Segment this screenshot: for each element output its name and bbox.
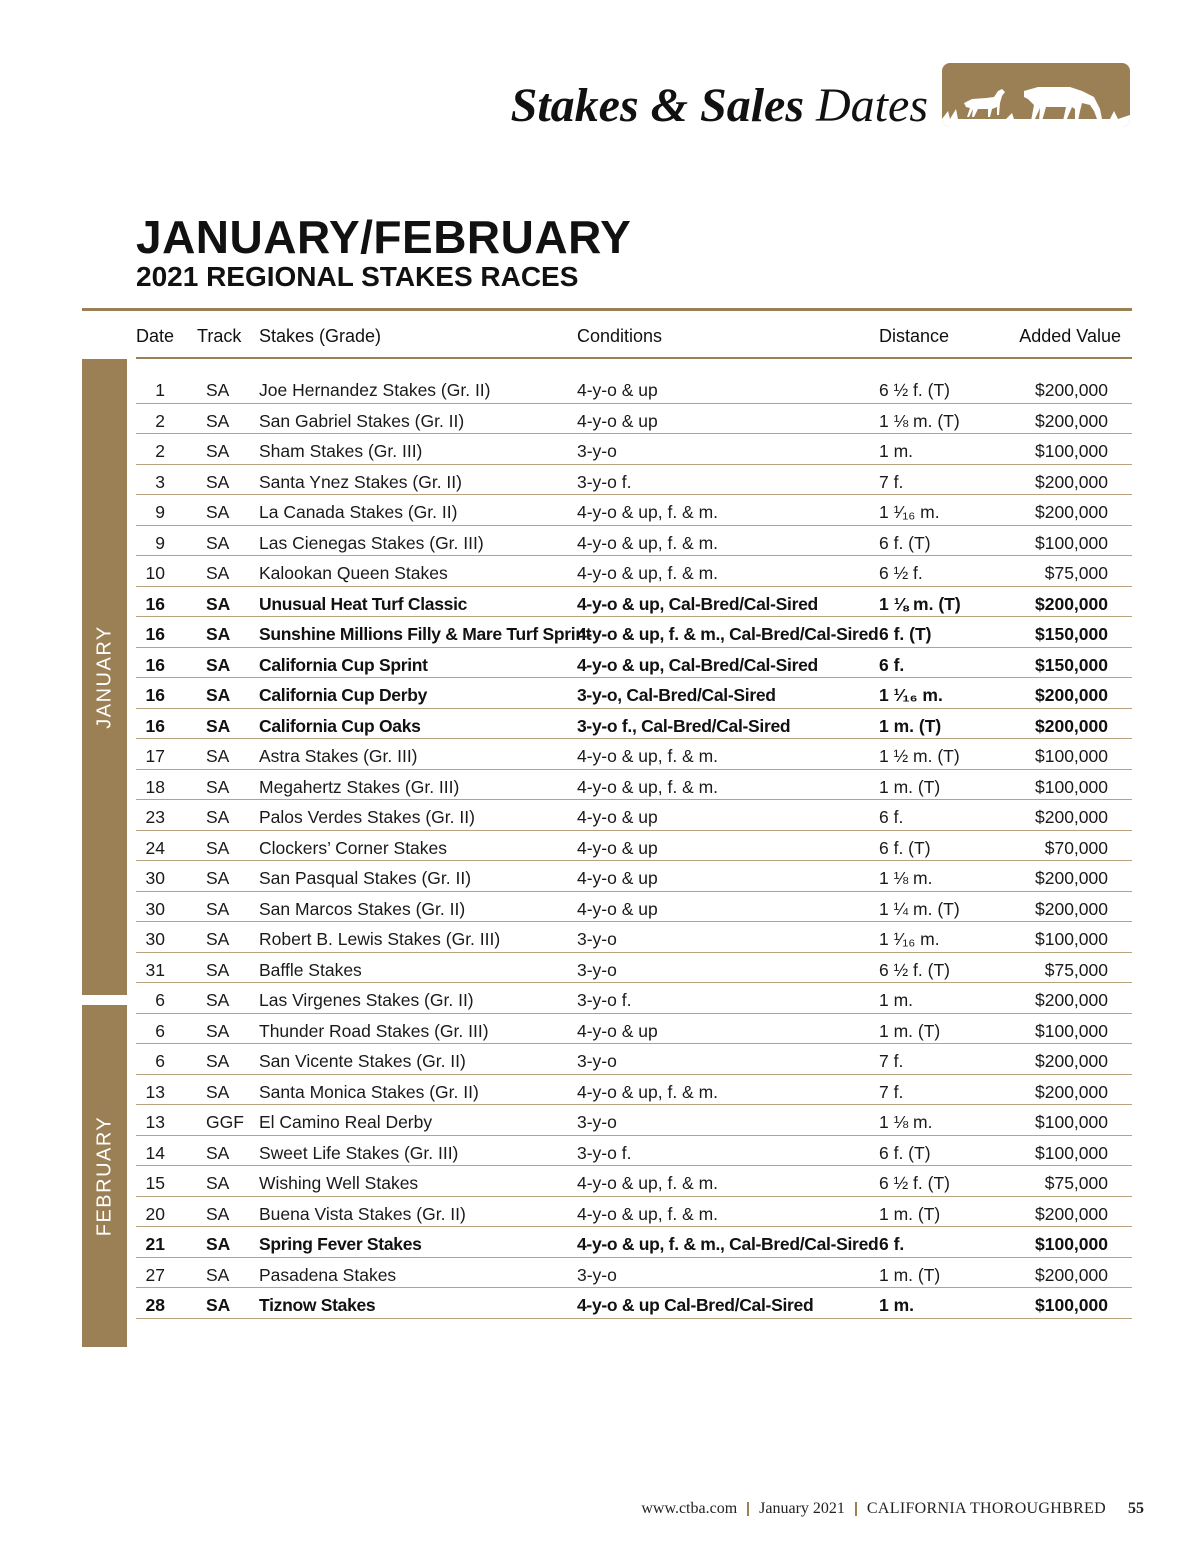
cell-distance: 6 ½ f. (T) — [879, 1173, 950, 1193]
cell-date: 28 — [145, 1295, 165, 1315]
cell-added-value: $100,000 — [1035, 1234, 1108, 1254]
table-row — [136, 465, 1132, 496]
cell-stakes: Robert B. Lewis Stakes (Gr. III) — [259, 929, 501, 949]
table-row — [136, 1258, 1132, 1289]
month-bar-february — [82, 1005, 127, 1347]
col-header-stakes: Stakes (Grade) — [259, 326, 382, 346]
cell-stakes: California Cup Derby — [259, 685, 428, 705]
cell-track: SA — [206, 624, 231, 644]
table-row — [136, 831, 1132, 862]
cell-distance: 1 ½ m. (T) — [879, 746, 960, 766]
cell-conditions: 4-y-o & up — [577, 807, 658, 827]
cell-stakes: Astra Stakes (Gr. III) — [259, 746, 418, 766]
cell-date: 30 — [145, 929, 165, 949]
cell-date: 9 — [155, 502, 165, 522]
cell-date: 16 — [145, 715, 165, 736]
table-row — [136, 434, 1132, 465]
cell-added-value: $100,000 — [1035, 746, 1108, 766]
table-row — [136, 587, 1132, 618]
cell-stakes: San Gabriel Stakes (Gr. II) — [259, 410, 465, 431]
footer-site: www.ctba.com — [641, 1500, 738, 1517]
cell-added-value: $200,000 — [1035, 898, 1108, 919]
col-header-date: Date — [136, 326, 175, 346]
cell-added-value: $200,000 — [1035, 471, 1108, 492]
cell-track: SA — [206, 1020, 230, 1041]
cell-stakes: Unusual Heat Turf Classic — [259, 593, 468, 614]
cell-added-value: $100,000 — [1035, 441, 1108, 461]
cell-stakes: Las Virgenes Stakes (Gr. II) — [259, 990, 474, 1010]
cell-date: 6 — [155, 1051, 165, 1071]
cell-date: 24 — [145, 837, 165, 858]
cell-date: 18 — [145, 776, 165, 797]
cell-distance: 6 f. (T) — [879, 837, 931, 858]
cell-added-value: $100,000 — [1035, 532, 1108, 553]
cell-track: GGF — [206, 1112, 244, 1132]
cell-distance: 1 ¹⁄₁₆ m. — [879, 502, 940, 522]
col-header-added-value: Added Value — [1019, 326, 1121, 346]
cell-track: SA — [206, 593, 231, 614]
cell-stakes: Palos Verdes Stakes (Gr. II) — [259, 807, 475, 827]
month-label-january: JANUARY — [93, 625, 115, 729]
table-row — [136, 892, 1132, 923]
page-title: JANUARY/FEBRUARY — [136, 211, 632, 263]
table-row — [136, 526, 1132, 557]
cell-date: 9 — [155, 532, 165, 553]
cell-conditions: 3-y-o — [577, 959, 617, 980]
cell-conditions: 3-y-o f. — [577, 471, 632, 492]
table-row — [136, 800, 1132, 831]
cell-conditions: 4-y-o & up — [577, 868, 658, 888]
cell-added-value: $200,000 — [1035, 685, 1108, 705]
cell-date: 21 — [145, 1234, 165, 1254]
cell-date: 10 — [145, 563, 165, 583]
cell-track: SA — [206, 837, 230, 858]
cell-date: 3 — [155, 471, 165, 492]
cell-stakes: Megahertz Stakes (Gr. III) — [259, 776, 460, 797]
cell-track: SA — [206, 1203, 230, 1224]
top-rule — [82, 308, 1132, 311]
cell-conditions: 4-y-o & up — [577, 837, 658, 858]
table-row — [136, 1075, 1132, 1106]
table-row — [136, 1166, 1132, 1197]
cell-added-value: $150,000 — [1035, 624, 1108, 644]
cell-conditions: 4-y-o & up, f. & m., Cal-Bred/Cal-Sired — [577, 1234, 879, 1254]
cell-track: SA — [206, 776, 230, 797]
table-row — [136, 404, 1132, 435]
cell-track: SA — [206, 990, 230, 1010]
cell-conditions: 4-y-o & up, f. & m., Cal-Bred/Cal-Sired — [577, 624, 879, 644]
cell-conditions: 4-y-o & up, f. & m. — [577, 563, 719, 583]
header-rule — [136, 357, 1132, 359]
cell-track: SA — [206, 807, 230, 827]
cell-date: 30 — [145, 898, 165, 919]
cell-conditions: 3-y-o, Cal-Bred/Cal-Sired — [577, 685, 776, 705]
cell-stakes: La Canada Stakes (Gr. II) — [259, 502, 458, 522]
cell-date: 27 — [145, 1264, 165, 1285]
col-header-conditions: Conditions — [577, 326, 663, 346]
table-row — [136, 983, 1132, 1014]
cell-stakes: San Vicente Stakes (Gr. II) — [259, 1051, 466, 1071]
cell-date: 14 — [145, 1142, 165, 1163]
cell-distance: 1 m. (T) — [879, 1264, 941, 1285]
cell-added-value: $200,000 — [1035, 502, 1108, 522]
cell-date: 31 — [145, 959, 165, 980]
cell-conditions: 4-y-o & up — [577, 898, 658, 919]
cell-distance: 6 ½ f. — [879, 563, 923, 583]
month-bar-january — [82, 359, 127, 995]
cell-added-value: $75,000 — [1044, 563, 1108, 583]
cell-stakes: California Cup Oaks — [259, 715, 421, 736]
cell-stakes: Clockers’ Corner Stakes — [259, 837, 448, 858]
cell-added-value: $100,000 — [1035, 776, 1108, 797]
cell-track: SA — [206, 715, 231, 736]
cell-distance: 1 ¼ m. (T) — [879, 898, 960, 919]
cell-date: 23 — [145, 807, 165, 827]
cell-track: SA — [206, 1173, 230, 1193]
cell-stakes: Sunshine Millions Filly & Mare Turf Sprint — [259, 624, 592, 644]
cell-stakes: Las Cienegas Stakes (Gr. III) — [259, 532, 484, 553]
cell-conditions: 4-y-o & up — [577, 1020, 658, 1041]
cell-stakes: Thunder Road Stakes (Gr. III) — [259, 1020, 489, 1041]
cell-added-value: $150,000 — [1035, 654, 1108, 675]
horses-logo-icon — [942, 63, 1130, 127]
cell-track: SA — [206, 654, 231, 675]
table-row — [136, 556, 1132, 587]
table-row — [136, 1227, 1132, 1258]
cell-conditions: 4-y-o & up Cal-Bred/Cal-Sired — [577, 1295, 814, 1315]
cell-added-value: $100,000 — [1035, 929, 1108, 949]
cell-conditions: 3-y-o — [577, 1264, 617, 1285]
cell-added-value: $200,000 — [1035, 868, 1108, 888]
cell-distance: 1 m. (T) — [879, 1020, 941, 1041]
cell-stakes: San Pasqual Stakes (Gr. II) — [259, 868, 472, 888]
cell-distance: 1 ⅛ m. — [879, 868, 933, 888]
table-row — [136, 709, 1132, 740]
cell-distance: 1 m. — [879, 1295, 915, 1315]
col-header-distance: Distance — [879, 326, 950, 346]
cell-stakes: Sham Stakes (Gr. III) — [259, 441, 423, 461]
cell-date: 17 — [145, 746, 165, 766]
cell-distance: 6 f. (T) — [879, 624, 932, 644]
cell-distance: 6 f. (T) — [879, 532, 931, 553]
table-row — [136, 861, 1132, 892]
table-row — [136, 770, 1132, 801]
cell-added-value: $200,000 — [1035, 807, 1108, 827]
cell-conditions: 3-y-o — [577, 441, 617, 461]
table-row — [136, 678, 1132, 709]
cell-track: SA — [206, 563, 230, 583]
cell-added-value: $100,000 — [1035, 1295, 1108, 1315]
cell-stakes: Santa Ynez Stakes (Gr. II) — [259, 471, 462, 492]
cell-added-value: $100,000 — [1035, 1142, 1108, 1163]
footer-publication: CALIFORNIA THOROUGHBRED — [866, 1500, 1106, 1517]
cell-distance: 1 m. (T) — [879, 1203, 941, 1224]
table-row — [136, 953, 1132, 984]
month-label-february: FEBRUARY — [93, 1115, 115, 1237]
cell-date: 16 — [145, 624, 165, 644]
cell-date: 15 — [145, 1173, 165, 1193]
cell-distance: 1 ⅛ m. (T) — [879, 593, 961, 614]
cell-date: 16 — [145, 654, 165, 675]
cell-conditions: 4-y-o & up — [577, 410, 658, 431]
cell-track: SA — [206, 1051, 230, 1071]
section-title — [511, 78, 928, 133]
cell-added-value: $75,000 — [1044, 1173, 1108, 1193]
cell-conditions: 4-y-o & up, Cal-Bred/Cal-Sired — [577, 593, 818, 614]
cell-added-value: $100,000 — [1035, 1112, 1108, 1132]
cell-conditions: 4-y-o & up, f. & m. — [577, 1203, 719, 1224]
cell-distance: 1 ¹⁄₁₆ m. — [879, 929, 940, 949]
cell-added-value: $75,000 — [1044, 959, 1108, 980]
cell-added-value: $200,000 — [1035, 1203, 1108, 1224]
cell-date: 20 — [145, 1203, 165, 1224]
cell-track: SA — [206, 1295, 231, 1315]
cell-distance: 6 ½ f. (T) — [879, 380, 950, 400]
cell-distance: 7 f. — [879, 1051, 904, 1071]
table-row — [136, 922, 1132, 953]
cell-distance: 1 m. — [879, 441, 914, 461]
page-subtitle: 2021 REGIONAL STAKES RACES — [136, 261, 579, 292]
table-row — [136, 495, 1132, 526]
cell-track: SA — [206, 929, 230, 949]
cell-date: 16 — [145, 593, 165, 614]
cell-date: 6 — [155, 1020, 165, 1041]
col-header-track: Track — [197, 326, 242, 346]
cell-added-value: $100,000 — [1035, 1020, 1108, 1041]
cell-date: 16 — [145, 685, 165, 705]
cell-track: SA — [206, 685, 231, 705]
table-row — [136, 1014, 1132, 1045]
cell-conditions: 4-y-o & up, f. & m. — [577, 1081, 719, 1102]
cell-conditions: 4-y-o & up, f. & m. — [577, 1173, 719, 1193]
cell-distance: 6 f. — [879, 807, 904, 827]
cell-added-value: $200,000 — [1035, 593, 1108, 614]
table-row — [136, 1044, 1132, 1075]
cell-distance: 6 ½ f. (T) — [879, 959, 950, 980]
cell-distance: 1 ⅛ m. — [879, 1112, 933, 1132]
cell-date: 2 — [155, 441, 165, 461]
table-row — [136, 1288, 1132, 1319]
cell-track: SA — [206, 959, 230, 980]
cell-conditions: 3-y-o f., Cal-Bred/Cal-Sired — [577, 715, 791, 736]
cell-distance: 1 m. (T) — [879, 715, 942, 736]
cell-stakes: Buena Vista Stakes (Gr. II) — [259, 1203, 466, 1224]
page-header — [510, 62, 1130, 132]
cell-date: 2 — [155, 410, 165, 431]
cell-track: SA — [206, 1264, 230, 1285]
cell-track: SA — [206, 380, 230, 400]
cell-stakes: El Camino Real Derby — [259, 1112, 433, 1132]
cell-distance: 1 m. (T) — [879, 776, 941, 797]
cell-track: SA — [206, 898, 230, 919]
cell-conditions: 3-y-o — [577, 1112, 617, 1132]
cell-stakes: Pasadena Stakes — [259, 1264, 397, 1285]
cell-date: 6 — [155, 990, 165, 1010]
cell-stakes: Tiznow Stakes — [259, 1295, 376, 1315]
table-row — [136, 373, 1132, 404]
cell-track: SA — [206, 532, 230, 553]
cell-added-value: $70,000 — [1044, 837, 1108, 858]
cell-stakes: San Marcos Stakes (Gr. II) — [259, 898, 466, 919]
cell-stakes: Joe Hernandez Stakes (Gr. II) — [259, 380, 491, 400]
table-row — [136, 1136, 1132, 1167]
cell-track: SA — [206, 1081, 230, 1102]
cell-distance: 1 ⅛ m. (T) — [879, 410, 960, 431]
cell-conditions: 4-y-o & up, f. & m. — [577, 532, 719, 553]
cell-conditions: 4-y-o & up, Cal-Bred/Cal-Sired — [577, 654, 818, 675]
cell-conditions: 3-y-o f. — [577, 990, 632, 1010]
section-title-bold: Stakes & Sales — [510, 78, 805, 132]
cell-added-value: $200,000 — [1035, 1081, 1108, 1102]
cell-added-value: $200,000 — [1035, 1264, 1108, 1285]
cell-distance: 6 f. — [879, 1234, 905, 1254]
cell-stakes: California Cup Sprint — [259, 654, 428, 675]
page-number: 55 — [1128, 1500, 1144, 1517]
cell-conditions: 4-y-o & up — [577, 380, 658, 400]
cell-added-value: $200,000 — [1035, 715, 1108, 736]
cell-date: 13 — [145, 1081, 165, 1102]
cell-added-value: $200,000 — [1035, 990, 1108, 1010]
cell-stakes: Kalookan Queen Stakes — [259, 563, 448, 583]
stakes-table — [136, 373, 1132, 1319]
cell-distance: 7 f. — [879, 1081, 904, 1102]
table-row — [136, 617, 1132, 648]
cell-added-value: $200,000 — [1035, 380, 1108, 400]
cell-distance: 7 f. — [879, 471, 904, 492]
cell-date: 30 — [145, 868, 165, 888]
cell-conditions: 3-y-o — [577, 929, 617, 949]
footer-separator — [747, 1502, 749, 1516]
cell-track: SA — [206, 746, 230, 766]
cell-conditions: 4-y-o & up, f. & m. — [577, 746, 719, 766]
cell-date: 1 — [155, 380, 165, 400]
cell-track: SA — [206, 868, 230, 888]
cell-stakes: Sweet Life Stakes (Gr. III) — [259, 1142, 459, 1163]
cell-stakes: Wishing Well Stakes — [259, 1173, 419, 1193]
cell-added-value: $200,000 — [1035, 1051, 1108, 1071]
cell-track: SA — [206, 410, 230, 431]
cell-track: SA — [206, 441, 230, 461]
cell-track: SA — [206, 1234, 231, 1254]
cell-distance: 1 ¹⁄₁₆ m. — [879, 685, 943, 705]
footer-separator — [855, 1502, 857, 1516]
table-row — [136, 1105, 1132, 1136]
table-row — [136, 648, 1132, 679]
table-row — [136, 739, 1132, 770]
page-heading — [136, 212, 631, 292]
cell-conditions: 3-y-o f. — [577, 1142, 632, 1163]
cell-distance: 6 f. (T) — [879, 1142, 931, 1163]
cell-distance: 1 m. — [879, 990, 914, 1010]
table-row — [136, 1197, 1132, 1228]
cell-stakes: Spring Fever Stakes — [259, 1234, 422, 1254]
section-title-light: Dates — [816, 78, 928, 132]
cell-added-value: $200,000 — [1035, 410, 1108, 431]
footer-issue: January 2021 — [759, 1500, 845, 1517]
cell-track: SA — [206, 502, 230, 522]
cell-conditions: 4-y-o & up, f. & m. — [577, 502, 719, 522]
page-footer — [641, 1500, 1144, 1518]
cell-stakes: Baffle Stakes — [259, 959, 362, 980]
cell-distance: 6 f. — [879, 654, 905, 675]
cell-stakes: Santa Monica Stakes (Gr. II) — [259, 1081, 479, 1102]
cell-conditions: 3-y-o — [577, 1051, 617, 1071]
cell-track: SA — [206, 1142, 230, 1163]
cell-conditions: 4-y-o & up, f. & m. — [577, 776, 719, 797]
cell-track: SA — [206, 471, 230, 492]
cell-date: 13 — [145, 1112, 165, 1132]
